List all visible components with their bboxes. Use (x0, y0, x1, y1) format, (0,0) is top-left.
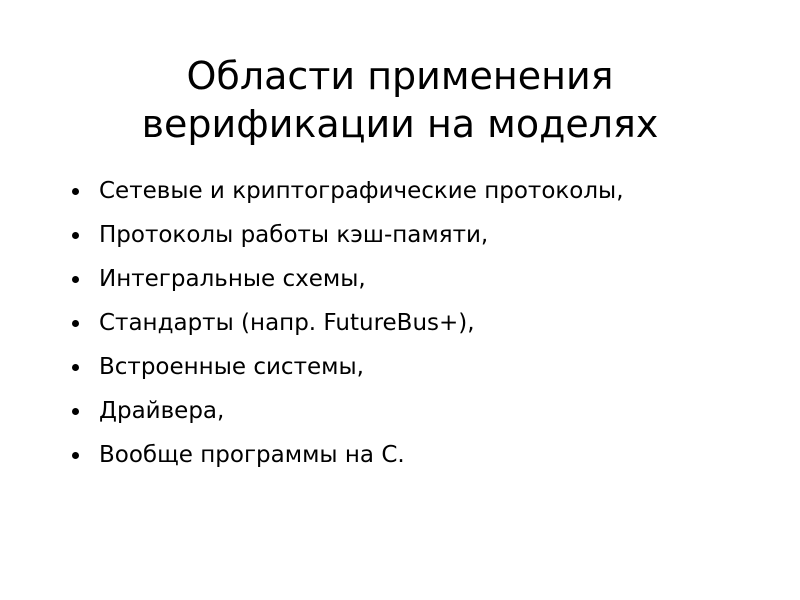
bullet-dot-icon (72, 232, 79, 239)
bullet-item (70, 178, 624, 222)
bullet-dot-icon (72, 188, 79, 195)
bullet-dot-icon (72, 364, 79, 371)
bullet-list (70, 178, 624, 486)
title-line-1: Области применения (186, 54, 614, 98)
bullet-item (70, 442, 624, 486)
bullet-text: Встроенные системы, (99, 354, 364, 380)
bullet-item (70, 398, 624, 442)
bullet-dot-icon (72, 320, 79, 327)
bullet-text: Протоколы работы кэш-памяти, (99, 222, 489, 248)
bullet-dot-icon (72, 276, 79, 283)
bullet-dot-icon (72, 452, 79, 459)
bullet-text: Интегральные схемы, (99, 266, 366, 292)
bullet-text: Вообще программы на С. (99, 442, 405, 468)
slide-title (0, 52, 800, 148)
bullet-item (70, 310, 624, 354)
bullet-text: Драйвера, (99, 398, 225, 424)
bullet-item (70, 354, 624, 398)
bullet-dot-icon (72, 408, 79, 415)
bullet-item (70, 266, 624, 310)
bullet-item (70, 222, 624, 266)
title-line-2: верификации на моделях (141, 102, 659, 146)
bullet-text: Стандарты (напр. FutureBus+), (99, 310, 475, 336)
bullet-text: Сетевые и криптографические протоколы, (99, 178, 624, 204)
